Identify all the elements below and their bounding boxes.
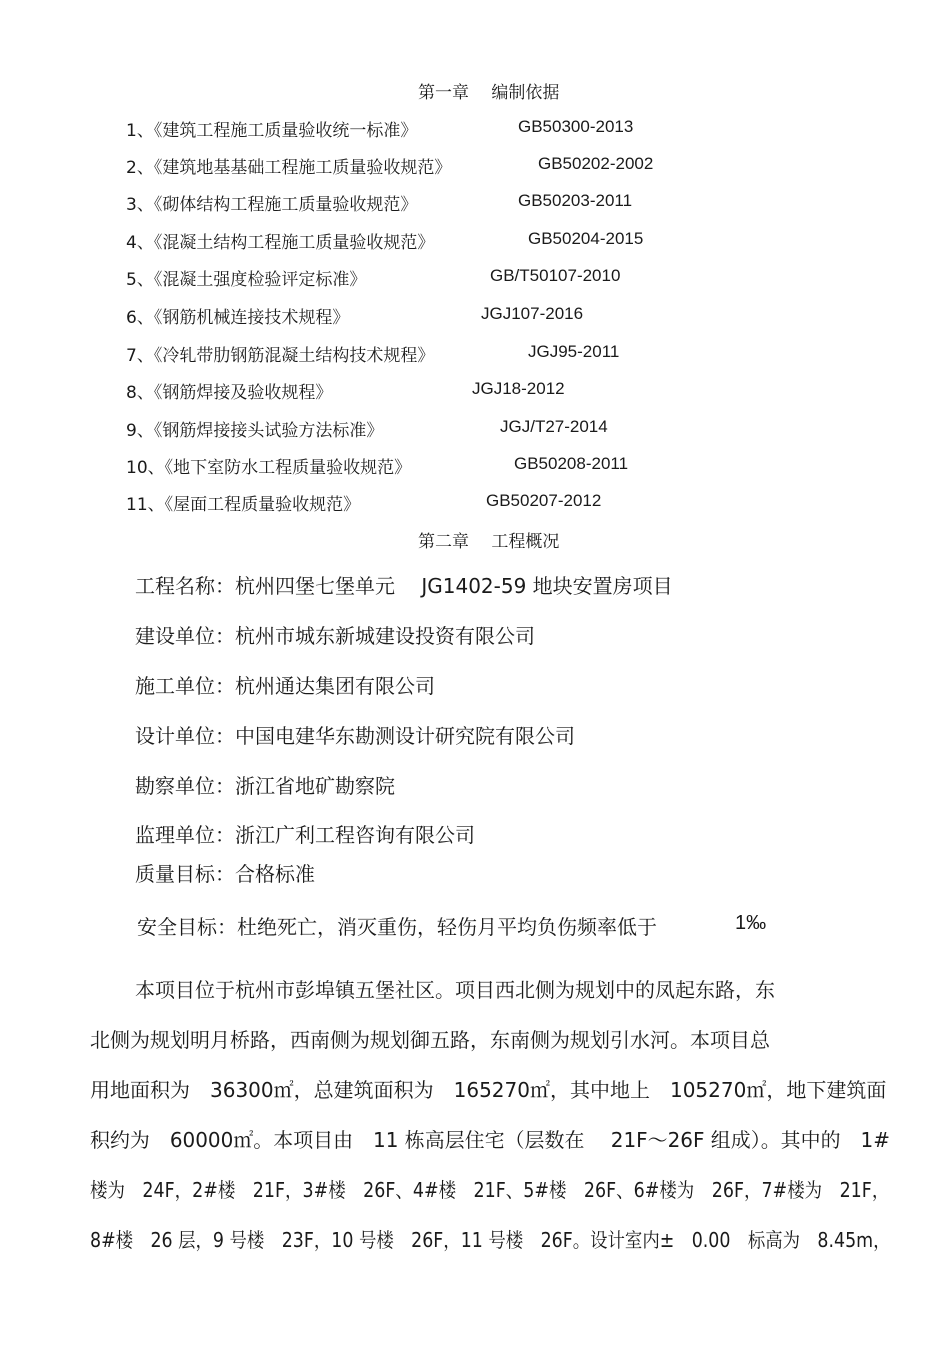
info-label: 勘察单位： [135, 774, 235, 798]
ref-code: GB50300-2013 [518, 117, 634, 136]
ref-code: JGJ107-2016 [481, 304, 584, 323]
info-label: 质量目标： [135, 862, 235, 886]
info-value: 杜绝死亡，消灭重伤，轻伤月平均负伤频率低于 [237, 915, 657, 939]
info-designer [135, 720, 575, 749]
ref-name: 《砌体结构工程施工质量验收规范》 [153, 195, 418, 215]
ref-code: JGJ18-2012 [472, 379, 565, 398]
info-label: 施工单位： [135, 674, 235, 698]
info-developer [135, 620, 535, 649]
info-label: 建设单位： [135, 624, 235, 648]
ref-number: 3、 [126, 195, 154, 215]
ref-name: 《混凝土结构工程施工质量验收规范》 [153, 233, 435, 253]
ref-item-7 [126, 341, 434, 366]
ref-name: 《地下室防水工程质量验收规范》 [164, 458, 412, 478]
ref-number: 2、 [126, 158, 154, 178]
info-label: 设计单位： [135, 724, 235, 748]
ref-name: 《冷轧带肋钢筋混凝土结构技术规程》 [153, 346, 435, 366]
info-safety-rate: 1‰ [735, 912, 767, 934]
ref-item-11 [126, 490, 360, 515]
info-value: 浙江广利工程咨询有限公司 [235, 823, 475, 847]
ref-name: 《混凝土强度检验评定标准》 [153, 270, 367, 290]
ref-number: 4、 [126, 233, 154, 253]
info-label: 工程名称： [135, 574, 235, 598]
info-value: 合格标准 [235, 862, 315, 886]
paragraph-line: 8#楼 26 层，9 号楼 23F，10 号楼 26F，11 号楼 26F。设计室内± 0.00 标高为 8.45m， [90, 1228, 891, 1252]
paragraph-line: 北侧为规划明月桥路，西南侧为规划御五路，东南侧为规划引水河。本项目总 [90, 1028, 770, 1052]
info-safety-goal [137, 911, 657, 940]
info-value: 杭州市城东新城建设投资有限公司 [235, 624, 535, 648]
info-value: 杭州四堡七堡单元 JG1402-59 地块安置房项目 [235, 574, 673, 598]
paragraph-line: 积约为 60000㎡。本项目由 11 栋高层住宅（层数在 21F～26F 组成）。其中的 1# [90, 1128, 890, 1152]
ref-name: 《建筑工程施工质量验收统一标准》 [153, 121, 418, 141]
ref-item-4 [126, 228, 434, 253]
ref-item-5 [126, 265, 366, 290]
ref-code: GB50207-2012 [486, 491, 602, 510]
ref-name: 《钢筋焊接及验收规程》 [153, 383, 333, 403]
chapter1-title: 第一章 编制依据 [418, 83, 560, 103]
ref-item-1 [126, 116, 417, 141]
info-label: 监理单位： [135, 823, 235, 847]
info-quality-goal [135, 858, 315, 887]
ref-name: 《屋面工程质量验收规范》 [164, 495, 361, 515]
ref-code: GB50203-2011 [518, 191, 633, 210]
ref-number: 5、 [126, 270, 154, 290]
ref-item-3 [126, 190, 417, 215]
ref-item-8 [126, 378, 332, 403]
ref-code: GB50208-2011 [514, 454, 629, 473]
ref-number: 1、 [126, 121, 154, 141]
paragraph-line: 楼为 24F，2#楼 21F，3#楼 26F、4#楼 21F、5#楼 26F、6#楼为 26F，7#楼为 21F， [90, 1178, 890, 1202]
ref-number: 6、 [126, 308, 154, 328]
info-surveyor [135, 770, 395, 799]
ref-code: JGJ95-2011 [528, 342, 620, 361]
info-value: 中国电建华东勘测设计研究院有限公司 [235, 724, 575, 748]
ref-item-9 [126, 416, 383, 441]
info-value: 浙江省地矿勘察院 [235, 774, 395, 798]
ref-number: 9、 [126, 421, 154, 441]
info-contractor [135, 670, 435, 699]
ref-number: 11、 [126, 495, 165, 515]
ref-number: 7、 [126, 346, 154, 366]
paragraph-line: 用地面积为 36300㎡，总建筑面积为 165270㎡，其中地上 105270㎡，地下建筑面 [90, 1078, 887, 1102]
ref-item-10 [126, 453, 411, 478]
ref-number: 10、 [126, 458, 165, 478]
ref-name: 《建筑地基基础工程施工质量验收规范》 [153, 158, 452, 178]
ref-code: GB50202-2002 [538, 154, 654, 173]
info-project-name [135, 570, 673, 599]
chapter2-title: 第二章 工程概况 [418, 532, 560, 552]
ref-item-2 [126, 153, 451, 178]
ref-number: 8、 [126, 383, 154, 403]
ref-item-6 [126, 303, 349, 328]
info-label: 安全目标： [137, 915, 237, 939]
ref-name: 《钢筋焊接接头试验方法标准》 [153, 421, 384, 441]
ref-code: JGJ/T27-2014 [500, 417, 608, 436]
ref-code: GB/T50107-2010 [490, 266, 621, 285]
ref-name: 《钢筋机械连接技术规程》 [153, 308, 350, 328]
ref-code: GB50204-2015 [528, 229, 644, 248]
paragraph-line: 本项目位于杭州市彭埠镇五堡社区。项目西北侧为规划中的凤起东路，东 [135, 978, 775, 1002]
info-supervisor [135, 819, 475, 848]
info-value: 杭州通达集团有限公司 [235, 674, 435, 698]
